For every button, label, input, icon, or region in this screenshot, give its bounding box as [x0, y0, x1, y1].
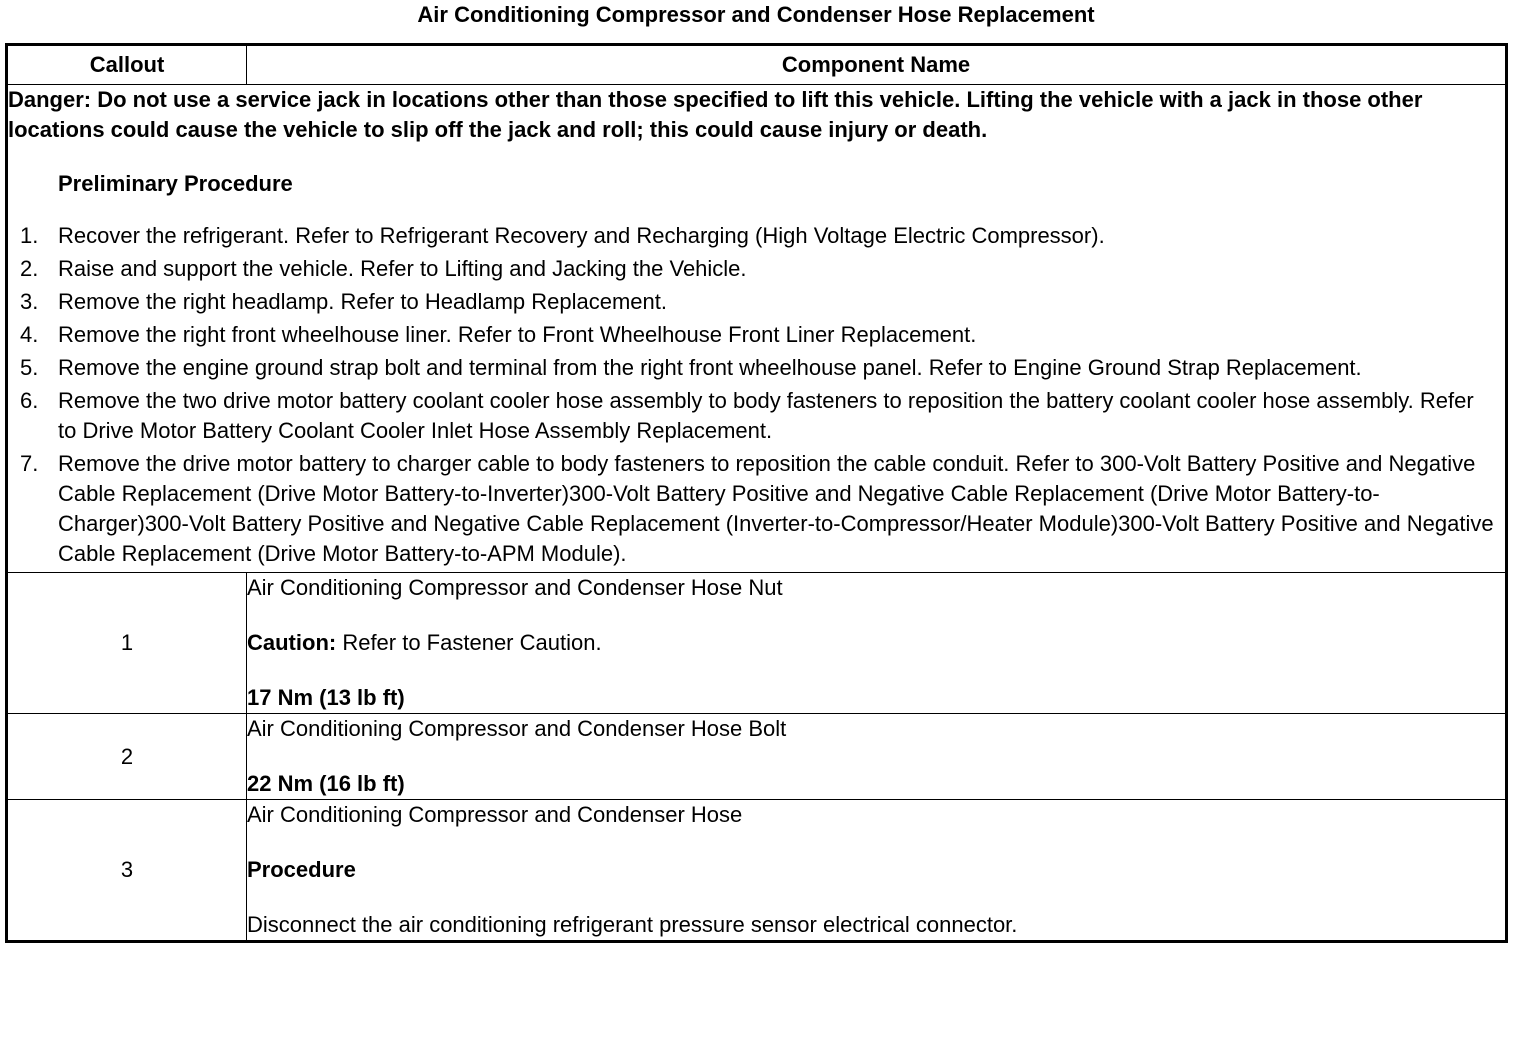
preliminary-steps-list [8, 221, 1505, 569]
component-cell [247, 800, 1507, 942]
callout-number: 1 [7, 573, 247, 714]
step-number: 2. [20, 256, 39, 281]
preliminary-procedure-heading: Preliminary Procedure [58, 171, 293, 196]
procedure-text: Disconnect the air conditioning refrigerant pressure sensor electrical connector. [247, 912, 1018, 937]
component-name: Air Conditioning Compressor and Condenser Hose Bolt [247, 716, 787, 741]
torque-spec: 17 Nm (13 lb ft) [247, 685, 405, 710]
table-row [7, 573, 1507, 714]
list-item [8, 320, 1505, 350]
caution-note [247, 628, 1505, 658]
step-number: 3. [20, 289, 39, 314]
table-row [7, 800, 1507, 942]
step-text: Remove the drive motor battery to charger cable to body fasteners to reposition the cable conduit. Refer to 300-Volt Battery Positive and Negative Cable Replacement (Drive Motor Battery-to-Inverter)300-Volt Battery Positive and Negative Cable Replacement (Drive Motor Battery-to-Charger)300-Volt Battery Positive and Negative Cable Replacement (Inverter-to-Compressor/Heater Module)300-Volt Battery Positive and Negative Cable Replacement (Drive Motor Battery-to-APM Module). [58, 451, 1494, 566]
list-item [8, 221, 1505, 251]
list-item [8, 254, 1505, 284]
step-number: 7. [20, 451, 39, 476]
list-item [8, 353, 1505, 383]
torque-spec: 22 Nm (16 lb ft) [247, 771, 405, 796]
caution-text: Refer to Fastener Caution. [336, 630, 602, 655]
step-number: 5. [20, 355, 39, 380]
step-text: Raise and support the vehicle. Refer to Lifting and Jacking the Vehicle. [58, 256, 747, 281]
step-text: Recover the refrigerant. Refer to Refrigerant Recovery and Recharging (High Voltage Electric Compressor). [58, 223, 1105, 248]
list-item [8, 386, 1505, 446]
page-title: Air Conditioning Compressor and Condenser Hose Replacement [417, 2, 1095, 27]
table-header-row [7, 45, 1507, 85]
component-name-column-header: Component Name [247, 45, 1507, 85]
danger-warning: Danger: Do not use a service jack in locations other than those specified to lift this vehicle. Lifting the vehicle with a jack in those other locations could cause the vehicle to slip off the jack and roll; this could cause injury or death. [8, 87, 1423, 142]
component-cell [247, 573, 1507, 714]
preliminary-row [7, 85, 1507, 573]
step-number: 1. [20, 223, 39, 248]
callout-column-header: Callout [7, 45, 247, 85]
step-text: Remove the engine ground strap bolt and terminal from the right front wheelhouse panel. Refer to Engine Ground Strap Replacement. [58, 355, 1362, 380]
step-text: Remove the right front wheelhouse liner. Refer to Front Wheelhouse Front Liner Replacement. [58, 322, 977, 347]
procedure-heading: Procedure [247, 857, 356, 882]
table-row [7, 714, 1507, 800]
callout-number: 3 [7, 800, 247, 942]
caution-label: Caution: [247, 630, 337, 655]
step-text: Remove the two drive motor battery coolant cooler hose assembly to body fasteners to reposition the battery coolant cooler hose assembly. Refer to Drive Motor Battery Coolant Cooler Inlet Hose Assembly Replacement. [58, 388, 1474, 443]
component-name: Air Conditioning Compressor and Condenser Hose Nut [247, 575, 783, 600]
component-name: Air Conditioning Compressor and Condenser Hose [247, 802, 743, 827]
list-item [8, 449, 1505, 569]
list-item [8, 287, 1505, 317]
step-text: Remove the right headlamp. Refer to Headlamp Replacement. [58, 289, 667, 314]
step-number: 6. [20, 388, 39, 413]
callout-number: 2 [7, 714, 247, 800]
step-number: 4. [20, 322, 39, 347]
procedure-table [5, 43, 1508, 943]
component-cell [247, 714, 1507, 800]
preliminary-cell [7, 85, 1507, 573]
